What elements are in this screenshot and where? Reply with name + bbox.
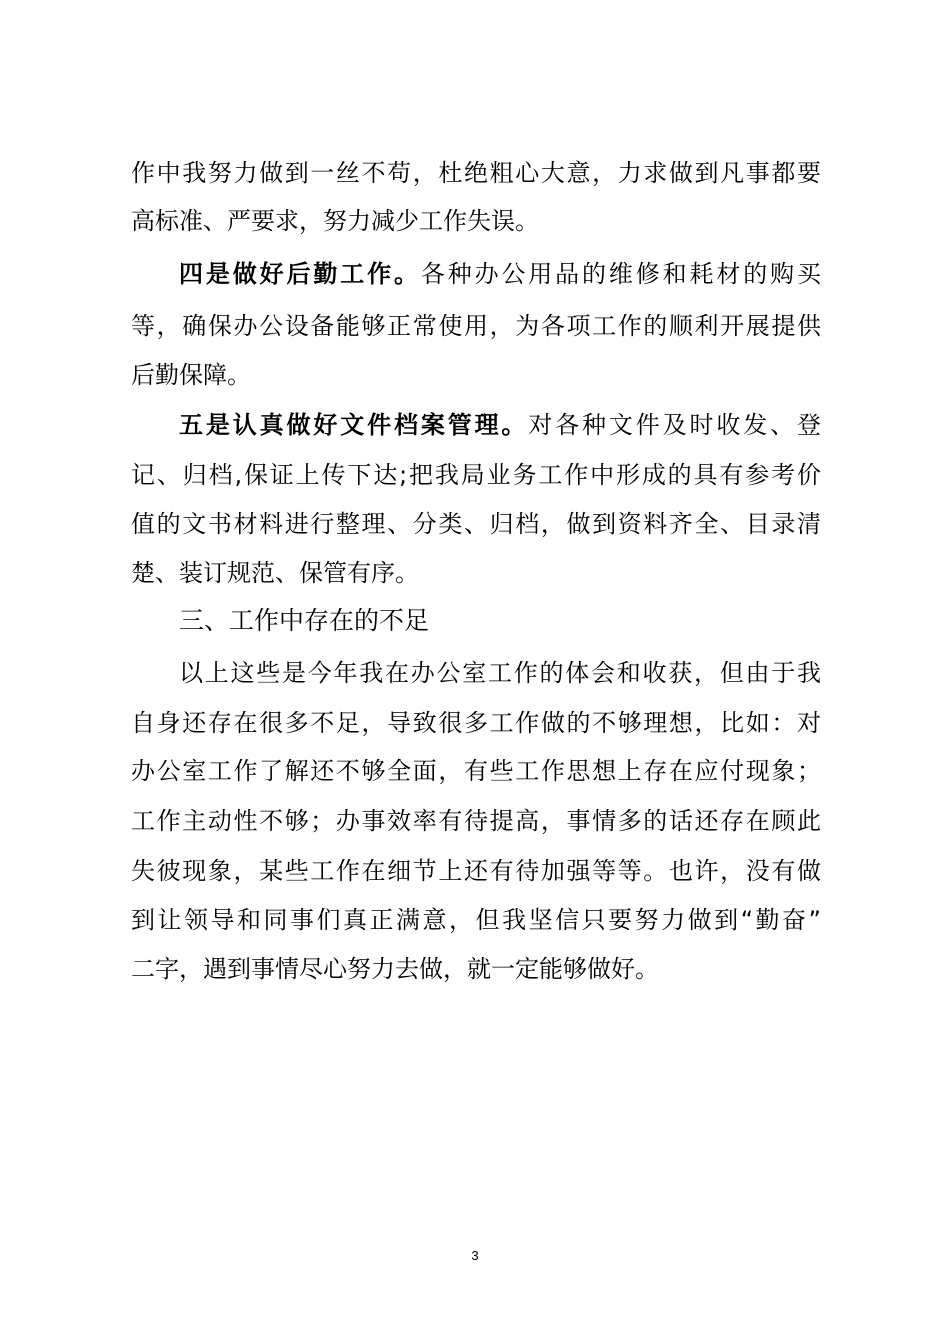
paragraph-line: 到让领导和同事们真正满意，但我坚信只要努力做到“勤奋” (131, 906, 821, 934)
paragraph-line: 失彼现象，某些工作在细节上还有待加强等等。也许，没有做 (131, 857, 821, 885)
paragraph-line: 高标准、严要求，努力减少工作失误。 (131, 207, 539, 235)
paragraph-line: 楚、装订规范、保管有序。 (131, 559, 419, 587)
paragraph-line: 自身还存在很多不足，导致很多工作做的不够理想，比如：对 (131, 709, 821, 737)
paragraph-line: 作中我努力做到一丝不苟，杜绝粗心大意，力求做到凡事都要 (131, 159, 821, 187)
paragraph-lead-bold: 四是做好后勤工作。 (179, 260, 421, 288)
paragraph-first-line: 以上这些是今年我在办公室工作的体会和收获，但由于我 (179, 659, 821, 687)
page-number: 3 (471, 1248, 479, 1263)
paragraph-lead-bold: 五是认真做好文件档案管理。 (179, 411, 529, 439)
paragraph-text: 对各种文件及时收发、登 (528, 411, 821, 439)
paragraph-line: 值的文书材料进行整理、分类、归档，做到资料齐全、目录清 (131, 510, 821, 538)
paragraph-line: 工作主动性不够；办事效率有待提高，事情多的话还存在顾此 (131, 807, 821, 835)
paragraph-line: 等，确保办公设备能够正常使用，为各项工作的顺利开展提供 (131, 312, 821, 340)
paragraph-first-line (179, 405, 821, 445)
paragraph-line: 办公室工作了解还不够全面，有些工作思想上存在应付现象； (131, 757, 821, 785)
paragraph-line: 记、归档,保证上传下达;把我局业务工作中形成的具有参考价 (131, 461, 821, 489)
paragraph-first-line (179, 254, 821, 294)
paragraph-line: 二字，遇到事情尽心努力去做，就一定能够做好。 (131, 955, 659, 983)
paragraph-text: 各种办公用品的维修和耗材的购买 (420, 260, 821, 288)
section-heading: 三、工作中存在的不足 (179, 606, 430, 635)
paragraph-line: 后勤保障。 (131, 361, 251, 389)
